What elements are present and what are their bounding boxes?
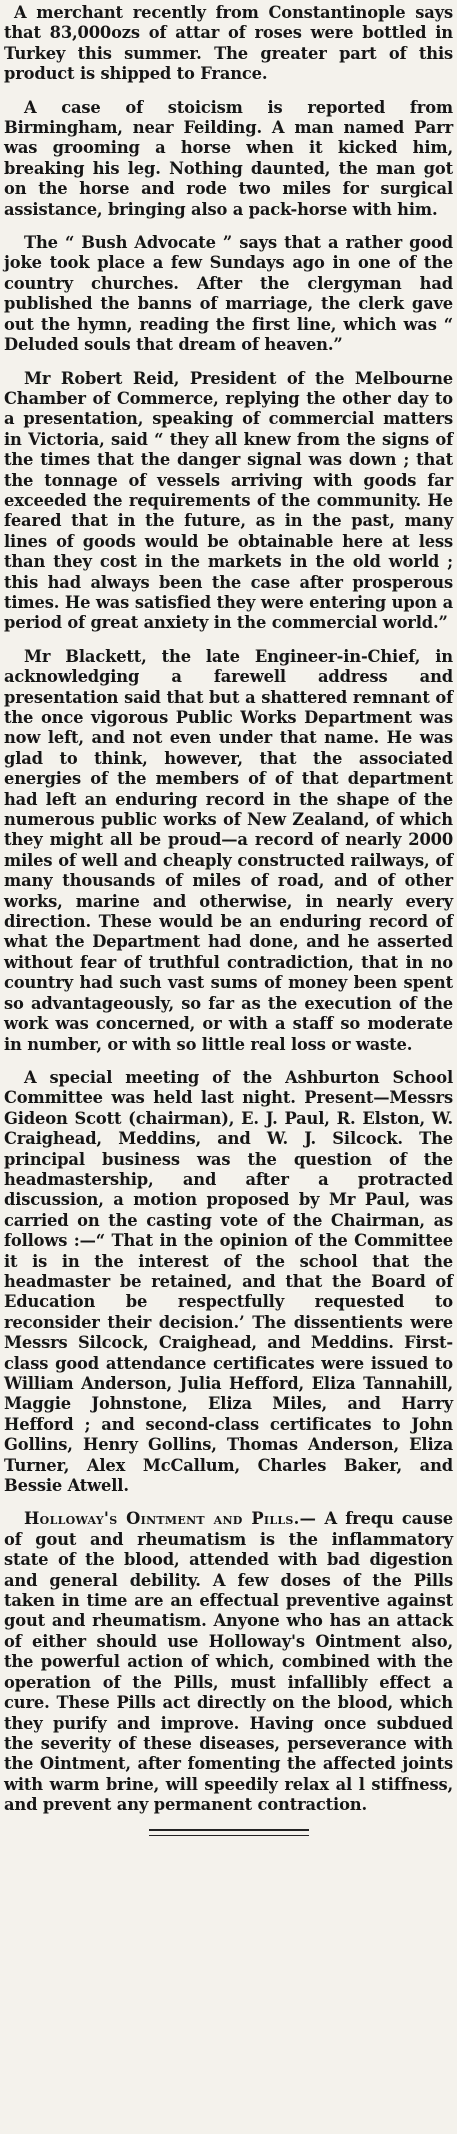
advertisement-body: A frequ cause of gout and rheumatism is the inflammatory state of the blood, attended with bad digestion and general debility. A few doses of the Pills taken in time are an effectual preventive against gout and rheumatism. Anyone who has an attack of either should use Holloway's Ointment also, the powerful action of which, combined with the operation of the Pills, must infallibly effect a cure. These Pills act directly on the blood, which they purify and improve. Having once subdued the severity of these diseases, perseverance with the Ointment, after fomenting the affected joints with warm brine, will speedily relax al l stiffness, and prevent any permanent contraction. (4, 1509, 453, 1815)
news-item-stoicism: A case of stoicism is reported from Birmingham, near Feilding. A man named Parr was grooming a horse when it kicked him, breaking his leg. Nothing daunted, the man got on the horse and rode two miles for surgical assistance, bringing also a pack-horse with him. (4, 97, 453, 219)
news-item-bush-advocate: The “ Bush Advocate ” says that a rather good joke took place a few Sundays ago in one of the country churches. After the clergyman had published the banns of marriage, the clerk gave out the hymn, reading the first line, which was “ Deluded souls that dream of heaven.” (4, 233, 453, 355)
divider (149, 1829, 309, 1836)
advertisement-holloway (4, 1509, 453, 1815)
news-item-school-committee: A special meeting of the Ashburton School Committee was held last night. Present—Messrs Gideon Scott (chairman), E. J. Paul, R. Elston, W. Craighead, Meddins, and W. J. Silcock. The principal business was the question of the headmastership, and after a protracted discussion, a motion proposed by Mr Paul, was carried on the casting vote of the Chairman, as follows :—“ That in the opinion of the Committee it is in the interest of the school that the headmaster be retained, and that the Board of Education be respectfully requested to reconsider their decision.’ The dissentients were Messrs Silcock, Craighead, and Meddins. First-class good attendance certificates were issued to William Anderson, Julia Hefford, Eliza Tannahill, Maggie Johnstone, Eliza Miles, and Harry Hefford ; and second-class certificates to John Gollins, Henry Gollins, Thomas Anderson, Eliza Turner, Alex McCallum, Charles Baker, and Bessie Atwell. (4, 1067, 453, 1496)
news-item-mr-blackett: Mr Blackett, the late Engineer-in-Chief, in acknowledging a farewell address and presentation said that but a shattered remnant of the once vigorous Public Works Department was now left, and not even under that name. He was glad to think, however, that the associated energies of the members of of that department had left an enduring record in the shape of the numerous public works of New Zealand, of which they might all be proud—a record of nearly 2000 miles of well and cheaply constructed railways, of many thousands of miles of road, and of other works, marine and otherwise, in nearly every direction. These would be an enduring record of what the Department had done, and he asserted without fear of truthful contradiction, that in no country had such vast sums of money been spent so advantageously, so far as the execution of the work was concerned, or with a staff so moderate in number, or with so little real loss or waste. (4, 646, 453, 1054)
column-end-rule (4, 1829, 453, 1836)
news-item-robert-reid: Mr Robert Reid, President of the Melbourne Chamber of Commerce, replying the other day to a presentation, speaking of commercial matters in Victoria, said “ they all knew from the signs of the times that the danger signal was down ; that the tonnage of vessels arriving with goods far exceeded the requirements of the community. He feared that in the future, as in the past, many lines of goods would be obtainable here at less than they cost in the markets in the old world ; this had always been the case after prosperous times. He was satisfied they were entering upon a period of great anxiety in the commercial world.” (4, 368, 453, 633)
advertisement-heading: Holloway's Ointment and Pills.— (24, 1509, 317, 1529)
news-item-attar-of-roses: A merchant recently from Constantinople says that 83,000ozs of attar of roses were bottled in Turkey this summer. The greater part of this product is shipped to France. (4, 3, 453, 84)
